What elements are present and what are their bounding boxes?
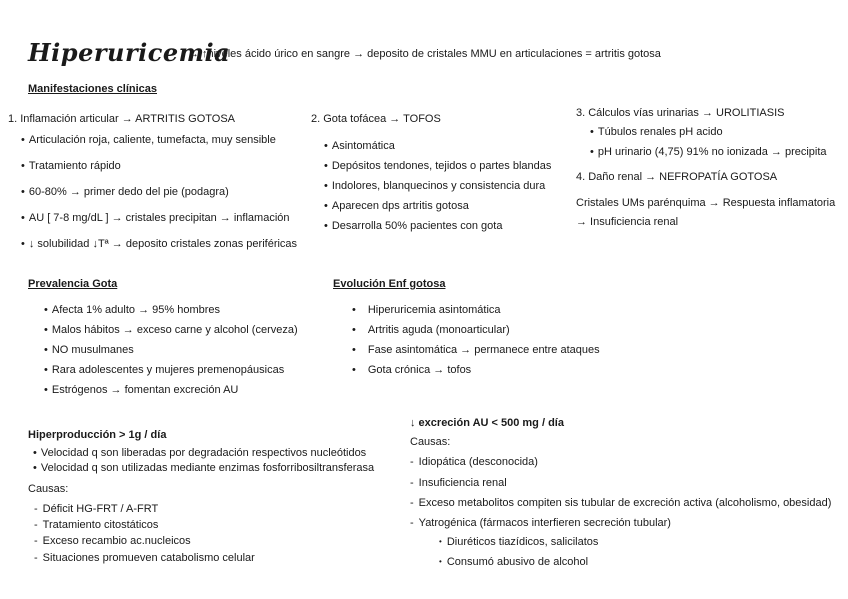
list-item: • Indolores, blanquecinos y consistencia dura: [324, 180, 545, 192]
hiperproduccion-heading: Hiperproducción > 1g / día: [28, 429, 167, 441]
list-item: • Gota crónica → tofos: [352, 364, 472, 376]
list-item: • pH urinario (4,75) 91% no ionizada → precipita: [590, 146, 827, 158]
prevalencia-heading: Prevalencia Gota: [28, 278, 118, 290]
list-item: • Malos hábitos → exceso carne y alcohol (cerveza): [44, 324, 298, 336]
list-item: • NO musulmanes: [44, 344, 134, 356]
list-item: • Afecta 1% adulto → 95% hombres: [44, 304, 220, 316]
list-item: • Fase asintomática → permanece entre ataques: [352, 344, 600, 356]
sub-list-item: • Consumó abusivo de alcohol: [439, 556, 588, 568]
col3-line1: Cristales UMs parénquima → Respuesta inflamatoria: [576, 197, 836, 209]
col1-title: 1. Inflamación articular → ARTRITIS GOTOSA: [8, 113, 235, 125]
col3-title4: 4. Daño renal → NEFROPATÍA GOTOSA: [576, 171, 778, 183]
list-item: • Velocidad q son utilizadas mediante enzimas fosforribosiltransferasa: [33, 462, 374, 474]
list-item: • Hiperuricemia asintomática: [352, 304, 501, 316]
list-item: - Déficit HG-FRT / A-FRT: [34, 503, 158, 515]
list-item: - Exceso metabolitos compiten sis tubular de excreción activa (alcoholismo, obesidad): [410, 497, 831, 509]
list-item: • Rara adolescentes y mujeres premenopáusicas: [44, 364, 284, 376]
list-item: • Aparecen dps artritis gotosa: [324, 200, 469, 212]
list-item: - Yatrogénica (fármacos interfieren secreción tubular): [410, 517, 671, 529]
col3-title: 3. Cálculos vías urinarias → UROLITIASIS: [576, 107, 785, 119]
list-item: - Insuficiencia renal: [410, 477, 507, 489]
causas-label: Causas:: [28, 483, 69, 495]
page-title: Hiperuricemia: [28, 38, 231, 67]
list-item: - Tratamiento citostáticos: [34, 519, 158, 531]
excrecion-heading: ↓ excreción AU < 500 mg / día: [410, 417, 564, 429]
list-item: • Articulación roja, caliente, tumefacta, muy sensible: [21, 134, 276, 146]
col3-line2: → Insuficiencia renal: [576, 216, 679, 228]
manifestaciones-heading: Manifestaciones clínicas: [28, 83, 157, 95]
evolucion-heading: Evolución Enf gotosa: [333, 278, 446, 290]
list-item: • Artritis aguda (monoarticular): [352, 324, 510, 336]
list-item: • Depósitos tendones, tejidos o partes blandas: [324, 160, 551, 172]
list-item: • 60-80% → primer dedo del pie (podagra): [21, 186, 229, 198]
list-item: - Idiopática (desconocida): [410, 456, 538, 468]
definition-text: → ↑niveles ácido úrico en sangre → deposito de cristales MMU en articulaciones = artritis gotosa: [188, 48, 661, 60]
sub-list-item: • Diuréticos tiazídicos, salicilatos: [439, 536, 598, 548]
list-item: • Túbulos renales pH acido: [590, 126, 723, 138]
list-item: • Tratamiento rápido: [21, 160, 121, 172]
list-item: • Estrógenos → fomentan excreción AU: [44, 384, 238, 396]
list-item: • AU [ 7-8 mg/dL ] → cristales precipitan → inflamación: [21, 212, 290, 224]
list-item: - Situaciones promueven catabolismo celular: [34, 552, 255, 564]
list-item: - Exceso recambio ac.nucleicos: [34, 535, 191, 547]
list-item: • Desarrolla 50% pacientes con gota: [324, 220, 502, 232]
list-item: • Velocidad q son liberadas por degradación respectivos nucleótidos: [33, 447, 366, 459]
col2-title: 2. Gota tofácea → TOFOS: [311, 113, 441, 125]
list-item: • ↓ solubilidad ↓Tª → deposito cristales zonas periféricas: [21, 238, 297, 250]
causas-label: Causas:: [410, 436, 451, 448]
list-item: • Asintomática: [324, 140, 395, 152]
